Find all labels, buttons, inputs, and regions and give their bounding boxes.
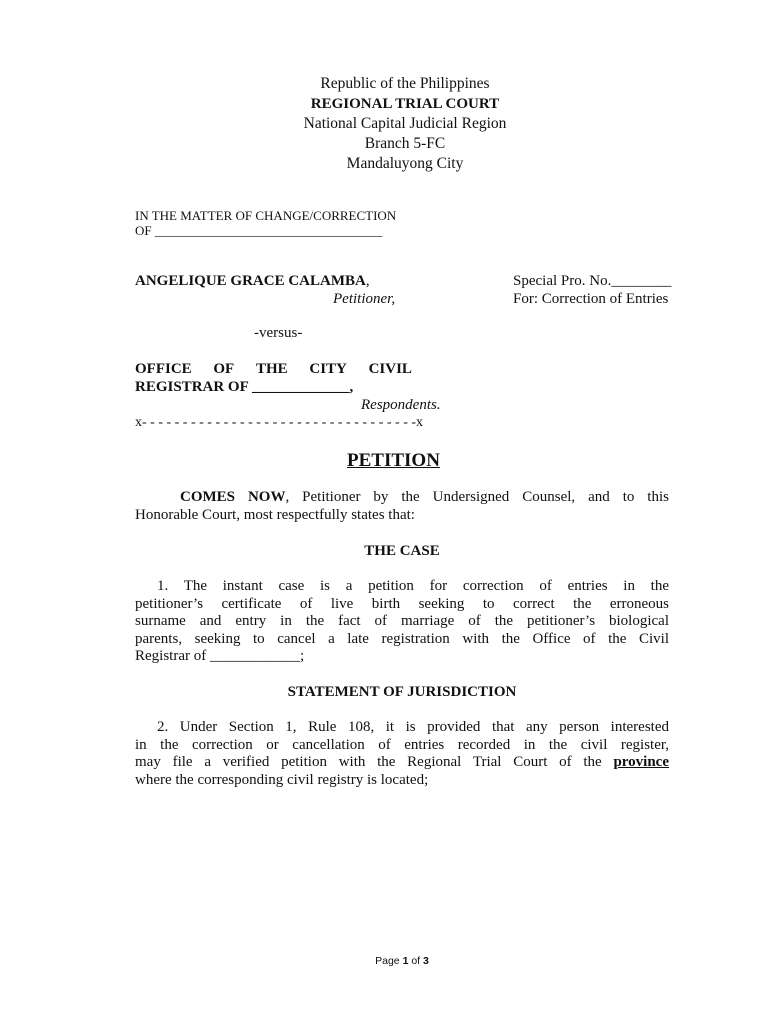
caption-separator: x- - - - - - - - - - - - - - - - - - - - - - - - - - - - - - - - - -x <box>135 415 424 430</box>
case-purpose: For: Correction of Entries <box>513 291 669 307</box>
petitioner-comma: , <box>365 273 370 289</box>
court-name: REGIONAL TRIAL COURT <box>310 96 500 112</box>
paragraph-1-line: 1. The instant case is a petition for correction of entries in the <box>157 578 669 594</box>
page-number: 1 <box>402 955 409 967</box>
respondent-word: OFFICE <box>135 361 192 377</box>
paragraph-2-line: 2. Under Section 1, Rule 108, it is provided that any person interested <box>157 719 669 735</box>
respondent-line-1 <box>135 361 412 378</box>
respondent-line-2: REGISTRAR OF _____________, <box>135 379 354 395</box>
page-footer <box>0 955 768 967</box>
paragraph-1-line: surname and entry in the fact of marriage of the petitioner’s biological <box>135 613 669 629</box>
paragraph-2-line-3-text: may file a verified petition with the Regional Trial Court of the <box>135 754 602 770</box>
respondent-word: CIVIL <box>368 361 412 377</box>
judicial-region: National Capital Judicial Region <box>303 115 507 132</box>
court-header <box>0 74 768 174</box>
paragraph-2-line <box>135 754 669 772</box>
paragraph-1-line: petitioner’s certificate of live birth seeking to correct the erroneous <box>135 595 669 612</box>
paragraph-2-line: where the corresponding civil registry is located; <box>135 771 429 788</box>
respondent-word: THE <box>255 361 288 377</box>
section-heading-case: THE CASE <box>364 543 440 559</box>
paragraph-2 <box>135 719 669 789</box>
intro-paragraph <box>135 489 669 524</box>
document-title: PETITION <box>347 450 440 471</box>
petitioner-name <box>135 273 370 290</box>
republic-line: Republic of the Philippines <box>320 75 490 92</box>
intro-line-1 <box>135 489 669 507</box>
province-emphasis: province <box>613 754 669 770</box>
paragraph-2-line: in the correction or cancellation of entries recorded in the civil register, <box>135 736 669 753</box>
respondent-role: Respondents. <box>361 397 441 413</box>
matter-line-2: OF ___________________________________ <box>135 223 383 238</box>
special-proceeding-number: Special Pro. No.________ <box>513 273 672 289</box>
paragraph-1 <box>135 578 669 666</box>
page-total: 3 <box>423 955 429 967</box>
matter-line-1: IN THE MATTER OF CHANGE/CORRECTION <box>135 208 397 223</box>
petitioner-name-text: ANGELIQUE GRACE CALAMBA <box>135 273 366 289</box>
paragraph-1-line: parents, seeking to cancel a late registration with the Office of the Civil <box>135 630 669 647</box>
versus-label: -versus- <box>254 325 303 341</box>
page-word: Page <box>375 955 400 967</box>
respondent-word: CITY <box>309 361 347 377</box>
intro-line-2: Honorable Court, most respectfully states that: <box>135 506 415 523</box>
petitioner-role: Petitioner, <box>333 291 396 307</box>
intro-bold: COMES NOW <box>180 489 286 505</box>
paragraph-1-line: Registrar of ____________; <box>135 648 305 664</box>
branch-line: Branch 5-FC <box>364 135 446 152</box>
section-heading-jurisdiction: STATEMENT OF JURISDICTION <box>287 684 517 700</box>
of-word: of <box>411 955 421 967</box>
intro-rest: , Petitioner by the Undersigned Counsel, and to this <box>285 489 669 505</box>
respondent-word: OF <box>213 361 235 377</box>
city-line: Mandaluyong City <box>346 155 464 172</box>
